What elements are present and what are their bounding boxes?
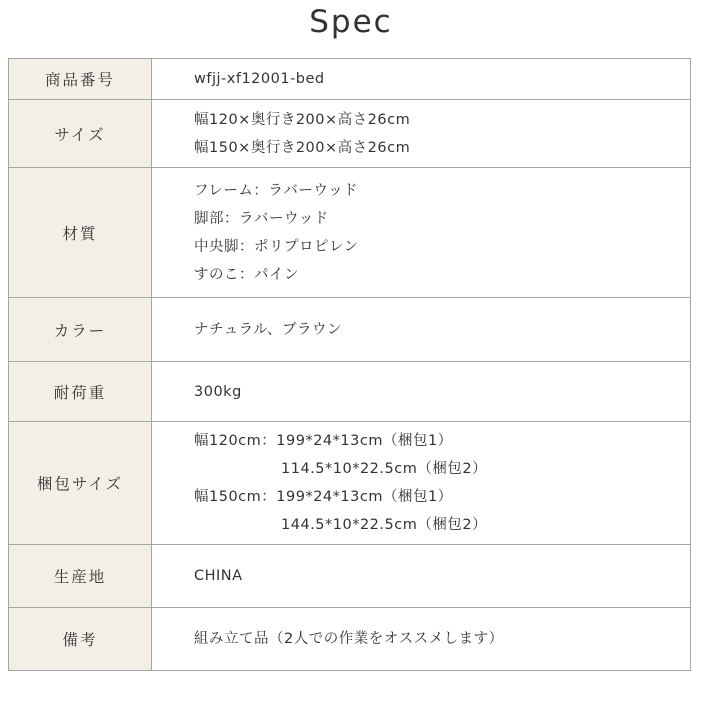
value-line: wfjj-xf12001-bed: [194, 71, 325, 87]
row-value: [152, 100, 691, 168]
spec-row-product-number: [9, 59, 691, 100]
value-line: 中央脚：ポリプロピレン: [194, 238, 359, 255]
row-value: [152, 298, 691, 362]
value-line: すのこ：パイン: [194, 266, 299, 283]
value-line: 幅120cm：199*24*13cm（梱包1）: [194, 433, 453, 449]
row-label: 備考: [9, 608, 152, 671]
spec-row-load-capacity: [9, 362, 691, 422]
row-label: カラー: [9, 298, 152, 362]
row-label: 材質: [9, 168, 152, 298]
value-line: 幅120×奥行き200×高さ26cm: [194, 111, 411, 128]
row-label: 梱包サイズ: [9, 422, 152, 545]
spec-row-color: [9, 298, 691, 362]
row-value: [152, 59, 691, 100]
spec-row-origin: [9, 545, 691, 608]
value-line: 脚部：ラバーウッド: [194, 210, 329, 227]
value-line: 幅150cm：199*24*13cm（梱包1）: [194, 489, 453, 505]
value-line: 組み立て品（2人での作業をオススメします）: [194, 631, 504, 647]
spec-row-size: [9, 100, 691, 168]
row-value: [152, 168, 691, 298]
spec-row-package-size: [9, 422, 691, 545]
row-label: 生産地: [9, 545, 152, 608]
row-label: サイズ: [9, 100, 152, 168]
row-value: [152, 608, 691, 671]
row-value: [152, 422, 691, 545]
row-label: 商品番号: [9, 59, 152, 100]
value-line: 幅150×奥行き200×高さ26cm: [194, 139, 411, 156]
row-value: [152, 362, 691, 422]
value-line: 114.5*10*22.5cm（梱包2）: [281, 461, 488, 477]
value-line: ナチュラル、ブラウン: [194, 321, 342, 338]
value-line: 144.5*10*22.5cm（梱包2）: [281, 517, 488, 533]
value-line: 300kg: [194, 383, 242, 400]
row-value: [152, 545, 691, 608]
spec-row-notes: [9, 608, 691, 671]
spec-row-material: [9, 168, 691, 298]
spec-table: [8, 58, 691, 671]
page-title: Spec: [309, 4, 393, 40]
row-label: 耐荷重: [9, 362, 152, 422]
value-line: CHINA: [194, 568, 243, 584]
value-line: フレーム：ラバーウッド: [194, 182, 359, 199]
